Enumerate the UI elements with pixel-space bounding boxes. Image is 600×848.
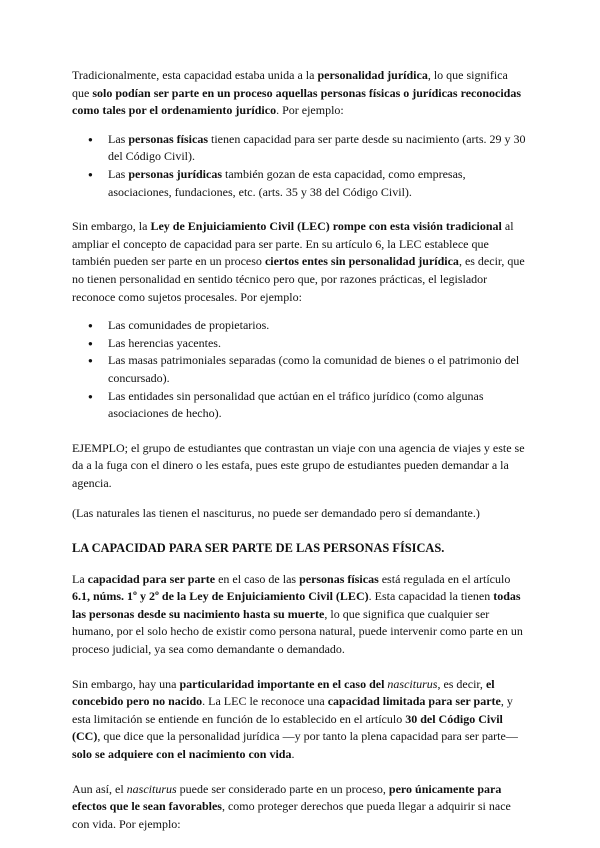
paragraph-particularidad: Sin embargo, hay una particularidad importante en el caso del nasciturus, es decir, el concebido pero no nacido. La LEC le reconoce una capacidad limitada para ser parte, y esta limitación se entiende en función de lo establecido en el artículo 30 del Código Civil (CC), que dice que la personalidad jurídica —y por tanto la plena capacidad para ser parte— solo se adquiere con el nacimiento con vida. xyxy=(72,676,518,761)
list-entities xyxy=(72,317,528,423)
paragraph-nasciturus-note: (Las naturales las tienen el nasciturus, no puede ser demandado pero sí demandante.) xyxy=(72,506,480,521)
list-item: ● Las entidades sin personalidad que actúan en el tráfico jurídico (como algunas asociaciones de hecho). xyxy=(108,388,528,423)
list-persons xyxy=(72,131,528,201)
list-item: ● Las herencias yacentes. xyxy=(108,335,528,353)
document-page xyxy=(72,67,528,833)
paragraph-lec: Sin embargo, la Ley de Enjuiciamiento Civil (LEC) rompe con esta visión tradicional al ampliar el concepto de capacidad para ser parte. En su artículo 6, la LEC establece que también pueden ser parte en un proceso ciertos entes sin personalidad jurídica, es decir, que no tienen personalidad en sentido técnico pero que, por razones prácticas, el legislador reconoce como sujetos procesales. Por ejemplo: xyxy=(72,219,525,304)
bold-run: personalidad jurídica xyxy=(317,68,428,82)
bold-run: solo podían ser parte en un proceso aquellas personas físicas o jurídicas reconocidas como tales por el ordenamiento jurídico xyxy=(72,85,522,118)
list-item: ● Las comunidades de propietarios. xyxy=(108,317,528,335)
paragraph-capacidad: La capacidad para ser parte en el caso de las personas físicas está regulada en el artículo 6.1, núms. 1º y 2º de la Ley de Enjuiciamiento Civil (LEC). Esta capacidad la tienen todas las personas desde su nacimiento hasta su muerte, lo que significa que cualquier ser humano, por el solo hecho de existir como persona natural, puede intervenir como parte en un proceso judicial, ya sea como demandante o demandado. xyxy=(72,571,523,657)
list-item: ● Las personas jurídicas también gozan de esta capacidad, como empresas, asociaciones, fundaciones, etc. (arts. 35 y 38 del Código Civil). xyxy=(108,166,528,201)
paragraph-personalidad-juridica xyxy=(72,67,528,120)
paragraph-aun-asi: Aun así, el nasciturus puede ser considerado parte en un proceso, pero únicamente para efectos que le sean favorables, como proteger derechos que pueda llegar a adquirir si nace con vida. Por ejemplo: xyxy=(72,781,511,831)
paragraph-ejemplo: EJEMPLO; el grupo de estudiantes que contrastan un viaje con una agencia de viajes y este se da a la fuga con el dinero o les estafa, pues este grupo de estudiantes pueden demandar a la agencia. xyxy=(72,440,525,490)
list-item: ● Las personas físicas tienen capacidad para ser parte desde su nacimiento (arts. 29 y 30 del Código Civil). xyxy=(108,131,528,166)
text-run: Tradicionalmente, esta capacidad estaba unida a la xyxy=(72,68,318,82)
text-run: . Por ejemplo: xyxy=(276,103,344,118)
list-item: ● Las masas patrimoniales separadas (como la comunidad de bienes o el patrimonio del concursado). xyxy=(108,352,528,387)
text-run: , lo que significa que xyxy=(72,68,508,100)
section-heading: LA CAPACIDAD PARA SER PARTE DE LAS PERSONAS FÍSICAS. xyxy=(72,541,445,556)
